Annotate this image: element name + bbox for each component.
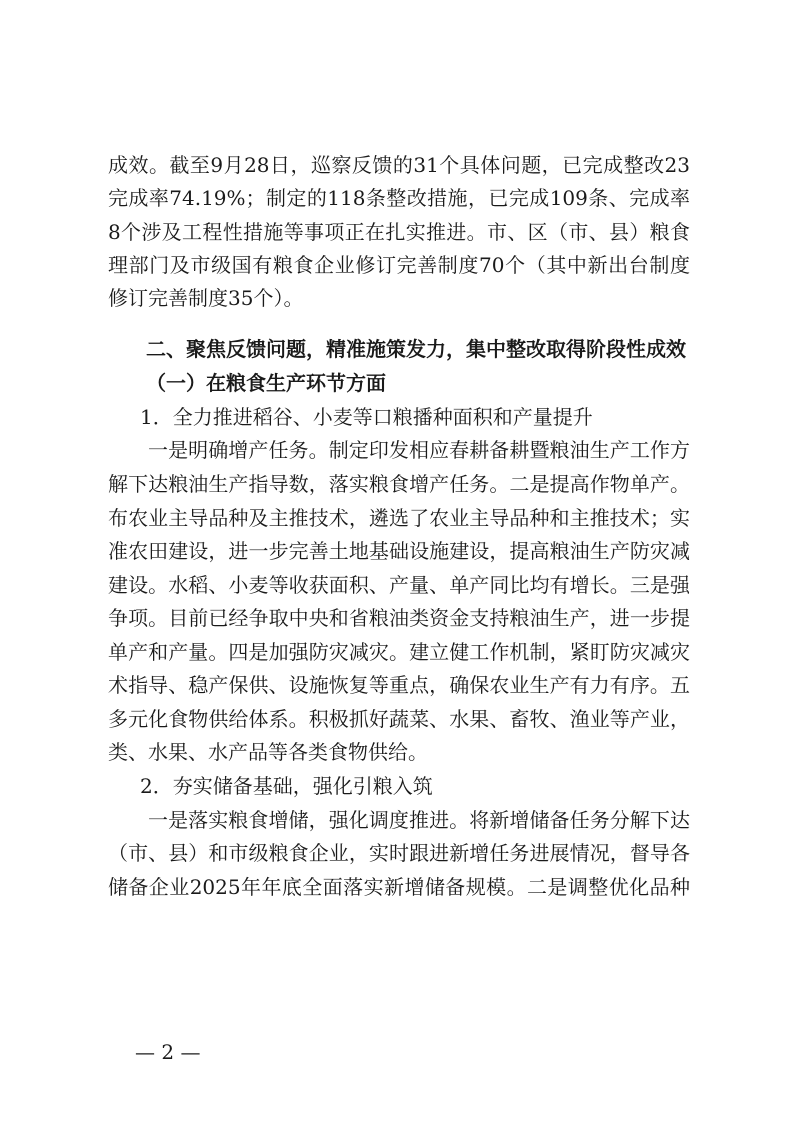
paragraph-line: 布农业主导品种及主推技术，遴选了农业主导品种和主推技术；实: [108, 506, 690, 530]
page-number: — 2 —: [135, 1040, 201, 1064]
paragraph-line: 一是落实粮食增储，强化调度推进。将新增储备任务分解下达: [148, 808, 690, 832]
paragraph-line: 成效。截至9月28日，巡察反馈的31个具体问题，已完成整改23: [108, 153, 690, 177]
paragraph-line: 单产和产量。四是加强防灾减灾。建立健工作机制，紧盯防灾减灾: [108, 640, 690, 664]
paragraph-line: （市、县）和市级粮食企业，实时跟进新增任务进展情况，督导各: [108, 841, 690, 865]
heading: （一）在粮食生产环节方面: [146, 371, 386, 395]
paragraph-line: 多元化食物供给体系。积极抓好蔬菜、水果、畜牧、渔业等产业，: [108, 707, 690, 731]
paragraph-line: 理部门及市级国有粮食企业修订完善制度70个（其中新出台制度: [108, 253, 690, 277]
paragraph-line: 争项。目前已经争取中央和省粮油类资金支持粮油生产，进一步提: [108, 606, 690, 630]
paragraph-line: 解下达粮油生产指导数，落实粮食增产任务。二是提高作物单产。: [108, 472, 690, 496]
paragraph-line: 准农田建设，进一步完善土地基础设施建设，提高粮油生产防灾减: [108, 539, 690, 563]
paragraph-line: 8个涉及工程性措施等事项正在扎实推进。市、区（市、县）粮食: [108, 220, 690, 244]
heading: 二、聚焦反馈问题，精准施策发力，集中整改取得阶段性成效: [146, 337, 686, 361]
heading: 1．全力推进稻谷、小麦等口粮播种面积和产量提升: [140, 405, 593, 429]
paragraph-line: 术指导、稳产保供、设施恢复等重点，确保农业生产有力有序。五: [108, 673, 690, 697]
paragraph-line: 储备企业2025年年底全面落实新增储备规模。二是调整优化品种: [108, 875, 690, 899]
paragraph-line: 建设。水稻、小麦等收获面积、产量、单产同比均有增长。三是强: [108, 573, 690, 597]
paragraph-line: 类、水果、水产品等各类食物供给。: [108, 740, 428, 764]
paragraph-line: 完成率74.19%；制定的118条整改措施，已完成109条、完成率: [108, 186, 690, 210]
paragraph-line: 修订完善制度35个）。: [108, 286, 304, 310]
heading: 2．夯实储备基础，强化引粮入筑: [140, 774, 433, 798]
paragraph-line: 一是明确增产任务。制定印发相应春耕备耕暨粮油生产工作方: [148, 438, 690, 462]
